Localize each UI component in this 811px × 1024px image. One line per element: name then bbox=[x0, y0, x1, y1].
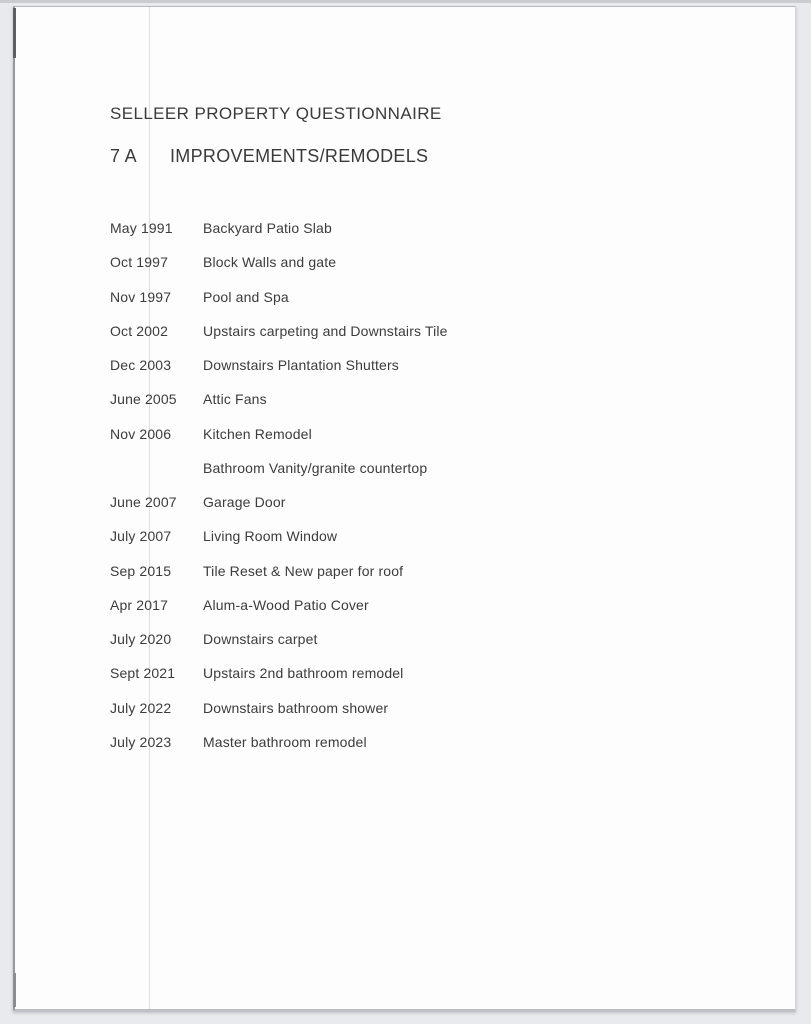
list-row bbox=[110, 348, 730, 382]
entry-date: Apr 2017 bbox=[110, 596, 169, 613]
entry-description: Downstairs Plantation Shutters bbox=[203, 357, 399, 374]
list-row bbox=[110, 417, 730, 451]
entry-description: Backyard Patio Slab bbox=[203, 220, 332, 237]
entry-description: Attic Fans bbox=[203, 391, 267, 408]
list-row bbox=[110, 554, 730, 588]
entry-date: July 2020 bbox=[110, 631, 172, 648]
entry-description: Upstairs 2nd bathroom remodel bbox=[203, 665, 404, 682]
entry-date: Nov 1997 bbox=[110, 288, 172, 305]
entry-date: May 1991 bbox=[110, 220, 173, 237]
list-row bbox=[110, 485, 730, 519]
document-title: SELLEER PROPERTY QUESTIONNAIRE bbox=[110, 104, 442, 123]
entry-date: June 2005 bbox=[110, 391, 177, 408]
entry-date: July 2007 bbox=[110, 528, 172, 545]
entry-date: Sept 2021 bbox=[110, 665, 176, 682]
list-row bbox=[110, 280, 730, 314]
list-row bbox=[110, 451, 730, 485]
list-row bbox=[110, 245, 730, 279]
list-row bbox=[110, 382, 730, 416]
entry-date: Dec 2003 bbox=[110, 357, 172, 374]
list-row bbox=[110, 725, 730, 759]
entry-description: Kitchen Remodel bbox=[203, 425, 312, 442]
entry-description: Alum-a-Wood Patio Cover bbox=[203, 596, 369, 613]
page-left-edge-mark-bottom bbox=[13, 973, 16, 1007]
entry-date: July 2022 bbox=[110, 699, 172, 716]
section-heading bbox=[110, 145, 428, 167]
entry-date: June 2007 bbox=[110, 494, 177, 511]
list-row bbox=[110, 588, 730, 622]
entry-description: Block Walls and gate bbox=[203, 254, 337, 271]
section-number: 7 A bbox=[110, 146, 137, 166]
improvements-list bbox=[110, 211, 730, 759]
entry-description: Living Room Window bbox=[203, 528, 338, 545]
scan-top-edge bbox=[0, 0, 811, 3]
entry-description: Master bathroom remodel bbox=[203, 733, 367, 750]
entry-description: Tile Reset & New paper for roof bbox=[203, 562, 404, 579]
page-left-edge-mark-top bbox=[13, 8, 16, 58]
entry-date: July 2023 bbox=[110, 733, 172, 750]
entry-description: Garage Door bbox=[203, 494, 286, 511]
entry-date: Oct 1997 bbox=[110, 254, 169, 271]
entry-date: Oct 2002 bbox=[110, 322, 169, 339]
list-row bbox=[110, 519, 730, 553]
entry-date: Nov 2006 bbox=[110, 425, 172, 442]
list-row bbox=[110, 691, 730, 725]
document-page bbox=[13, 6, 796, 1011]
entry-description: Upstairs carpeting and Downstairs Tile bbox=[203, 322, 448, 339]
entry-description: Pool and Spa bbox=[203, 288, 289, 305]
entry-description: Bathroom Vanity/granite countertop bbox=[203, 459, 428, 476]
section-title: IMPROVEMENTS/REMODELS bbox=[170, 146, 429, 166]
list-row bbox=[110, 622, 730, 656]
entry-description: Downstairs carpet bbox=[203, 631, 318, 648]
list-row bbox=[110, 211, 730, 245]
entry-description: Downstairs bathroom shower bbox=[203, 699, 389, 716]
entry-date: Sep 2015 bbox=[110, 562, 172, 579]
list-row bbox=[110, 314, 730, 348]
list-row bbox=[110, 656, 730, 690]
